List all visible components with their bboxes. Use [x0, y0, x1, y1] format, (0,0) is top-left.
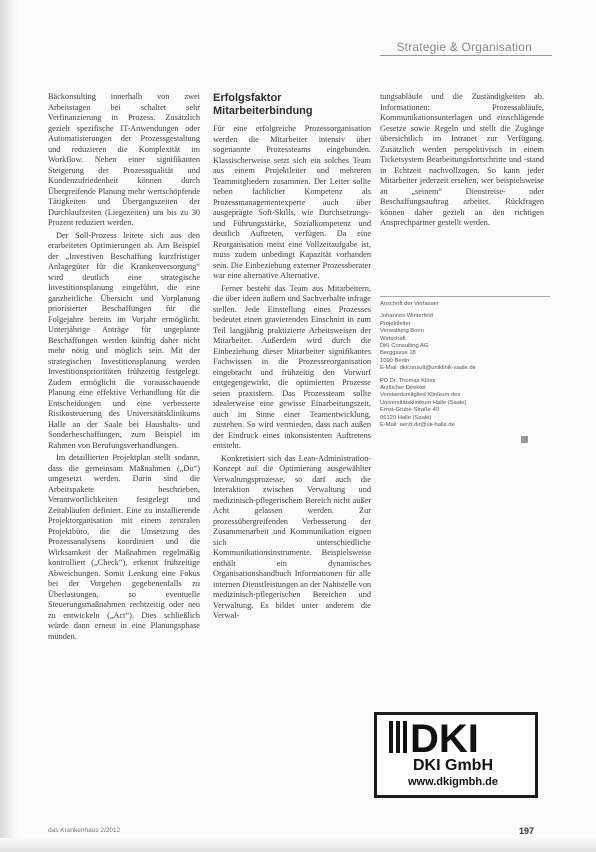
text-column-right [380, 92, 544, 282]
author-box-rule [380, 296, 550, 297]
page-number: 197 [518, 826, 534, 836]
author-address-box [380, 296, 550, 435]
author-email[interactable]: E-Mail: dkiconsult@uniklinik-saale.de [380, 365, 476, 372]
author-line: Universitätsklinikum Halle (Saale) [380, 399, 467, 406]
heading-line-2: Mitarbeiterbindung [213, 105, 313, 117]
author-email[interactable]: E-Mail: aerzt.dir@uk-halle.de [380, 422, 455, 429]
author-line: Verwaltung Bonn [380, 328, 424, 335]
paragraph: Im detaillierten Projektplan stellt sodann, dass die gemeinsam Maßnahmen („Do“) umgesetzt werden. Darin sind die Arbeitspakete beschrieben, Verantwortlichkeiten festgelegt und Zeitabläufen definiert. Eine zu installierende Projektorganisation mit einem zentralen Projektbüro, die die Umsetzung des Prozessanalysens koordiniert und die Wirksamkeit der Maßnahmen regelmäßig kontrolliert („Check“), erkennt frühzeitige Abweichungen. Somit Lenkung eine Fokus bei der Vorgehen gegebenenfalls zu Überlastungen, so eventuelle Steuerungsmaßnahmen rechtzeitig oder neu zu entwickeln („Act“). Dies schließlich würde dann erneut in eine Planungsphase münden. [48, 453, 200, 641]
author-line: 1090 Berlin [380, 357, 410, 364]
dki-logo-icon [387, 719, 527, 755]
author-line: Wirtschaft [380, 335, 406, 342]
paragraph: Der Soll-Prozess leitete sich aus den erarbeiteten Optimierungen ab. Am Beispiel der „Investiven Beschaffung kurzfristiger Anlagegüter für die Krankenversorgung“ wird deutlich eine strategische Investitionsplanung eingeführt, die eine ganzheitliche Übersicht und Vorplanung priorisierter Beschaffungen für die Folgejahre bereits im Vorjahr ermöglicht. Unterjährige Anträge für ungeplante Beschaffungen werden künftig daher nicht mehr nötig und möglich sein. Mit der strategischen Investitionsplanung werden Investitionsprioritäten frühzeitig festgelegt. Zudem ermöglicht die vorausschauende Planung eine effektive Verhandlung für die Entscheidungen und eine verbesserte Risikosteuerung des Universitätsklinikums Halle an der Saale bei Haushalts- und Sonderbeschaffungen, zum Beispiel im Rahmen von Berufungsverhandlungen. [48, 230, 200, 450]
author-line: PD Dr. Thomas Klöss [380, 377, 436, 384]
dki-website-link[interactable]: www.dkigmbh.de [407, 776, 499, 788]
end-of-article-square-icon [521, 436, 528, 443]
heading-line-1: Erfolgsfaktor [213, 92, 282, 104]
paragraph: Bäckonsulting innerhalb von zwei Arbeitstagen bei schaltet sehr Verfinanzierung in Prozess. Zusätzlich gezielt spezifische IT-Anwendungen oder Automatisierungen der Prozessgestaltung und reduzieren die Komplexität im Workflow. Neben einer signifikanten Steigerung der Prozessqualität und Kundenzufriedenheit können durch Übergreifende Planung mehr wertschöpfende Tätigkeiten und Übergangszeiten der Durchlaufzeiten (Liegezeiten) um bis zu 30 Prozent reduziert werden. [48, 92, 200, 227]
paragraph: Konkretisiert sich das Lean-Administration-Konzept auf die Optimierung ausgewählter Verwaltungsprozesse, so darf auch die Interaktion zwischen Verwaltung und medizinisch-pflegerischem Bereich nicht außer Acht gelassen werden. Zur prozessübergreifenden Verbesserung der Zusammenarbeit und Kommunikation eignen sich unterschiedliche Kommunikationsinstrumente. Beispielsweise enthält ein dynamisches Organisationshandbuch Informationen für alle internen Dienstleistungen an der Nahtstelle von medizinisch-pflegerischen Bereichen und Verwaltung. Es bildet unter anderem die Verwal- [213, 453, 371, 620]
scan-bottom-shadow [0, 838, 596, 852]
author-line: Projektleiter [380, 320, 411, 327]
dki-advertisement[interactable] [374, 712, 538, 798]
author-box-title: Anschrift der Verfasser [380, 301, 439, 307]
paragraph: tungsabläufe und die Zuständigkeiten ab. Informationen: Prozessabläufe, Kommunikationsunterlagen und einschlägende Gesetze sowie Regeln und stellt die Zugänge übersichtlich im Intranet zur Verfügung. Zusätzlich werden perspektivisch in einem Ticketsystem Bearbeitungsfortschritte und -stand in Echtzeit nachvollzogen. So kann jeder Mitarbeiter jederzeit ersehen, wer beispielsweise an „seinem“ Dienstreise- oder Beschaffungsauftrag arbeitet. Rückfragen können daher gezielt an den richtigen Ansprechpartner gestellt werden. [380, 92, 544, 227]
author-line: Ärztlicher Direktor [380, 385, 427, 392]
text-column-middle [213, 92, 371, 834]
author-line: Johannes Winterfeld [380, 313, 433, 320]
author-group-2 [380, 378, 550, 430]
section-title: Strategie & Organisation [396, 40, 532, 54]
author-line: DKI Consulting AG [380, 343, 429, 350]
scan-edge-shadow [0, 0, 18, 852]
author-line: Ernst-Grube-Straße 40 [380, 407, 439, 414]
author-line: Berggasse 18 [380, 350, 416, 357]
dki-company-name: DKI GmbH [413, 757, 493, 774]
article-heading [213, 92, 371, 118]
paragraph: Ferner besteht das Team aus Mitarbeitern, die über ideen äußern und Sachverhalte infrage stellen. Jede Einstellung eines Prozesses bedeutet einen gravierenden Einschnitt in zum Teil langjährig praktizierte Arbeitsweisen der Mitarbeiter. Außerdem wird durch die Einbeziehung dieser Mitarbeiter signifikantes Fachwissen in die Prozessreorganisation eingebracht und frühzeitig den Vorwurf entgegengewirkt, die optimierten Prozesse seien praxisfern. Das Prozessteam sollte idealerweise eine gewisse Einarbeitungszeit, auch im Sinne einer Teamentwicklung, zustehen. So wird vermieden, dass nach außen der Eindruck eines inkonsistenten Auftretens entsteht. [213, 283, 371, 450]
header-rule [380, 55, 552, 56]
author-line: Vorstandsmitglied Klinikum des [380, 392, 461, 399]
text-column-left [48, 92, 200, 832]
paragraph: Für eine erfolgreiche Prozessorganisation werden die Mitarbeiter intensiv über sogenannte Prozessteams eingebunden. Klassischerweise setzt sich ein solches Team aus einem Projektleiter und mehreren Teammitgliedern zusammen. Der Leiter sollte neben fachlicher Kompetenz als Prozessmanagementexperte auch über ausgeprägte Soft-Skills, wie Durchsetzungs- und Führungsstärke, Sozialkompetenz und deutlich Auftreten, verfügen. Da eine Reorganisation meist eine Vollzeitaufgabe ist, muss zudem unbedingt Kapazität vorhanden sein. Die Einbeziehung externer Prozessberater war eine alternative Alternative. [213, 124, 371, 280]
author-group-1 [380, 313, 550, 372]
issue-label: das Krankenhaus 2/2012 [48, 827, 121, 834]
dki-logo-letters: DKI [410, 719, 479, 755]
author-line: 06120 Halle (Saale) [380, 414, 432, 421]
